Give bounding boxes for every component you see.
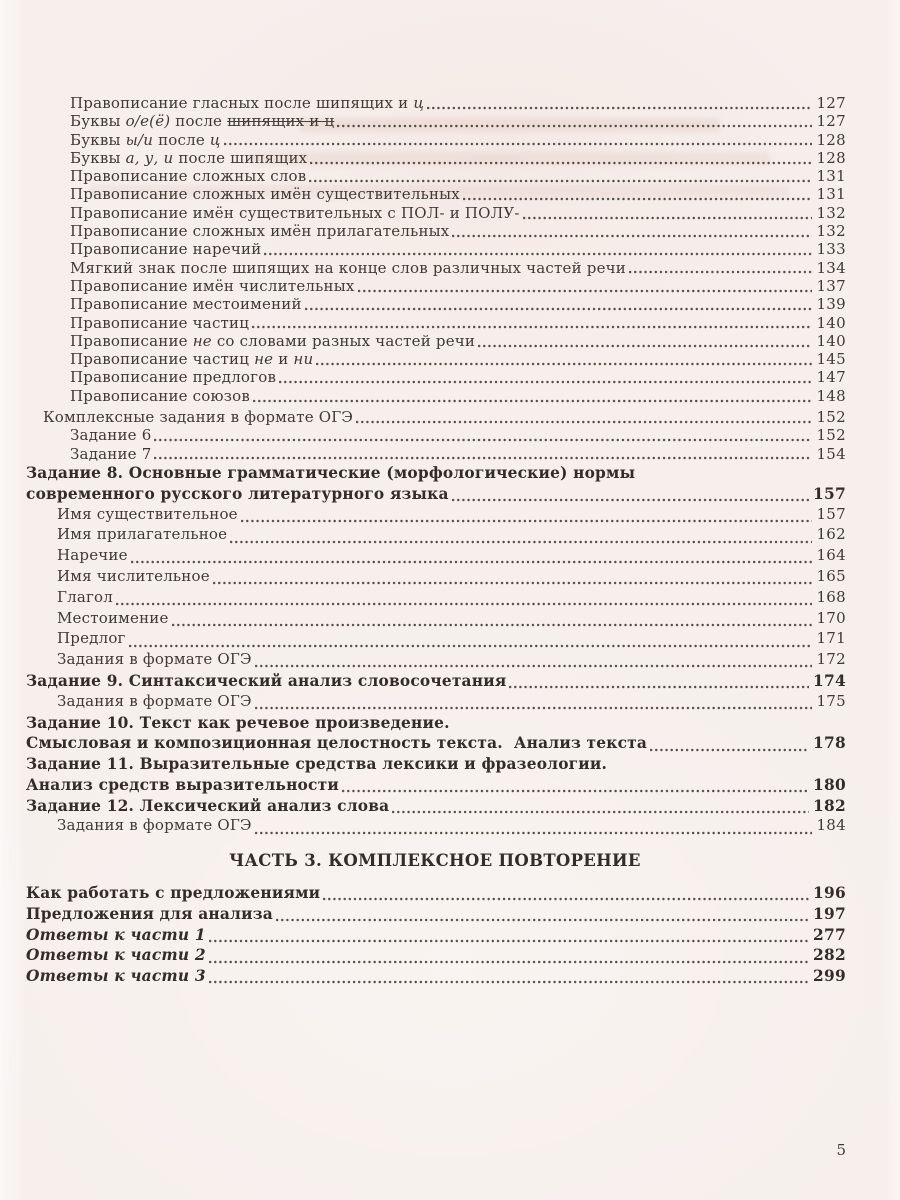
toc-page-ref: 174 <box>812 671 846 690</box>
toc-entry-label: Имя числительное <box>57 566 210 585</box>
dot-leader <box>255 831 813 835</box>
toc-entry-label: Имя существительное <box>57 504 238 523</box>
toc-entry-label: Местоимение <box>57 608 169 627</box>
toc-entry-label: Задания в формате ОГЭ <box>57 650 252 669</box>
toc-entry-label: Буквы о/е(ё) после шипящих и ц <box>70 112 335 131</box>
toc-entry <box>57 631 846 652</box>
toc-page-ref: 196 <box>812 884 846 903</box>
dot-leader <box>129 644 813 648</box>
toc-entry <box>26 968 846 989</box>
toc-page-ref: 170 <box>816 608 846 627</box>
toc-page-ref: 128 <box>816 148 846 167</box>
toc-page-ref: 128 <box>816 130 846 149</box>
toc-entry <box>26 927 846 948</box>
toc-entry-label: Ответы к части 1 <box>26 925 206 944</box>
toc-page-ref: 154 <box>816 444 846 463</box>
dot-leader <box>252 325 812 329</box>
dot-leader <box>342 789 809 793</box>
dot-leader <box>209 939 809 943</box>
toc-page-ref: 147 <box>816 368 846 387</box>
toc-page-ref: 131 <box>816 167 846 186</box>
toc-page-ref: 132 <box>816 222 846 241</box>
toc-entry-label: Правописание имён существительных с ПОЛ- и ПОЛУ- <box>70 203 520 222</box>
folio-page-number: 5 <box>836 1141 846 1159</box>
toc-entry-label: современного русского литературного языка <box>26 484 449 503</box>
dot-leader <box>255 706 813 710</box>
dot-leader <box>463 197 813 201</box>
toc-page-ref: 172 <box>816 650 846 669</box>
dot-leader <box>323 897 809 901</box>
toc-page-ref: 182 <box>812 796 846 815</box>
dot-leader <box>478 344 812 348</box>
toc-entry <box>57 504 846 528</box>
toc-page-ref: 139 <box>816 295 846 314</box>
toc-entry <box>26 798 846 819</box>
toc-entry-label: Правописание наречий <box>70 240 262 259</box>
dot-leader <box>279 380 812 384</box>
toc-entry-label: Задания в формате ОГЭ <box>57 816 252 835</box>
toc-entry-label: Задание 10. Текст как речевое произведение. <box>26 713 450 732</box>
toc-page-ref: 157 <box>816 504 846 523</box>
dot-leader <box>154 438 812 442</box>
toc-entry-label: Правописание союзов <box>70 386 251 405</box>
toc-page-ref: 171 <box>816 629 846 648</box>
dot-leader <box>255 664 813 668</box>
toc-entry <box>26 777 846 798</box>
toc-entry <box>26 906 846 927</box>
toc-page-ref: 127 <box>816 112 846 131</box>
toc-entry-label: Предложения для анализа <box>26 904 273 923</box>
dot-leader <box>452 498 809 502</box>
dot-leader <box>310 161 812 165</box>
toc-page-ref: 299 <box>812 967 846 986</box>
dot-leader <box>131 560 813 564</box>
toc-entry-label: Задание 7 <box>70 444 152 463</box>
toc-entry <box>70 444 846 465</box>
toc-entry <box>70 428 846 446</box>
toc-page-ref: 180 <box>812 775 846 794</box>
toc-entry <box>26 465 846 486</box>
dot-leader <box>209 960 809 964</box>
toc-entry-label: Анализ средств выразительности <box>26 775 339 794</box>
toc-entry <box>26 715 846 736</box>
dot-leader <box>452 234 812 238</box>
toc-entry-label: Правописание сложных имён существительных <box>70 185 460 204</box>
dot-leader <box>629 270 813 274</box>
toc-entry-label: Правописание сложных имён прилагательных <box>70 222 450 241</box>
toc-entry-label: Правописание частиц <box>70 313 250 332</box>
toc-page-ref: 168 <box>816 587 846 606</box>
dot-leader <box>337 124 812 128</box>
toc-entry-label: Комплексные задания в формате ОГЭ <box>43 408 354 427</box>
toc-entry-label: Задание 11. Выразительные средства лексики и фразеологии. <box>26 755 608 774</box>
toc-entry-label: Правописание не со словами разных частей речи <box>70 331 476 350</box>
dot-leader <box>172 623 813 627</box>
toc-section-part2-tasks <box>24 96 846 465</box>
toc-section-part3 <box>24 885 846 988</box>
toc-page-ref: 132 <box>816 203 846 222</box>
dot-leader <box>224 142 813 146</box>
toc-page-ref: 282 <box>812 946 846 965</box>
dot-leader <box>523 216 813 220</box>
toc-entry-label: Правописание частиц не и ни <box>70 350 314 369</box>
toc-entry-label: Буквы а, у, и после шипящих <box>70 148 308 167</box>
toc-page-ref: 140 <box>816 313 846 332</box>
dot-leader <box>356 420 812 424</box>
toc-entry-label: Наречие <box>57 546 128 565</box>
toc-page-ref: 152 <box>816 426 846 445</box>
toc-entry-label: Глагол <box>57 587 114 606</box>
dot-leader <box>209 980 809 984</box>
toc-entry-label: Задание 8. Основные грамматические (морфологические) нормы <box>26 463 636 482</box>
toc-page-ref: 162 <box>816 525 846 544</box>
toc-entry-label: Смысловая и композиционная целостность текста. Анализ текста <box>26 734 648 753</box>
dot-leader <box>509 685 809 689</box>
toc-entry <box>57 587 846 611</box>
toc-entry <box>57 527 846 548</box>
toc-entry <box>70 386 846 407</box>
toc-page-ref: 164 <box>816 546 846 565</box>
toc-entry-label: Правописание предлогов <box>70 368 277 387</box>
toc-page-ref: 133 <box>816 240 846 259</box>
toc-entry <box>57 652 846 673</box>
toc-entry <box>57 818 846 839</box>
dot-leader <box>427 106 812 110</box>
toc-entry <box>57 608 846 632</box>
toc-entry-label: Ответы к части 2 <box>26 946 206 965</box>
toc-page-ref: 127 <box>816 94 846 112</box>
dot-leader <box>392 810 809 814</box>
toc-entry-label: Правописание местоимений <box>70 295 302 314</box>
toc-entry-label: Задание 6 <box>70 426 152 445</box>
toc-entry <box>57 548 846 569</box>
toc-entry <box>26 673 846 694</box>
dot-leader <box>309 179 812 183</box>
toc-entry <box>57 691 846 715</box>
dot-leader <box>305 307 813 311</box>
toc-entry-label: Имя прилагательное <box>57 525 228 544</box>
toc-entry <box>57 566 846 590</box>
toc-page-ref: 178 <box>812 734 846 753</box>
toc-page-ref: 137 <box>816 276 846 295</box>
toc-entry <box>26 756 846 777</box>
dot-leader <box>213 581 813 585</box>
toc-entry-label: Задания в формате ОГЭ <box>57 691 252 710</box>
toc-page-ref: 197 <box>812 904 846 923</box>
dot-leader <box>316 362 812 366</box>
dot-leader <box>650 748 809 752</box>
toc-entry-label: Мягкий знак после шипящих на конце слов различных частей речи <box>70 258 626 277</box>
toc-page-ref: 152 <box>816 408 846 427</box>
dot-leader <box>358 289 813 293</box>
toc-page-ref: 157 <box>812 484 846 503</box>
toc-entry-label: Задание 9. Синтаксический анализ словосочетания <box>26 671 507 690</box>
toc-page-ref: 184 <box>816 816 846 835</box>
toc-entry <box>26 947 846 968</box>
toc-entry-label: Как работать с предложениями <box>26 884 321 903</box>
toc-page-ref: 175 <box>816 691 846 710</box>
dot-leader <box>241 519 813 523</box>
toc-entry-label: Буквы ы/и после ц <box>70 130 221 149</box>
toc-entry <box>26 885 846 906</box>
toc-entry-label: Правописание имён числительных <box>70 276 355 295</box>
dot-leader <box>116 602 812 606</box>
toc-entry-label: Ответы к части 3 <box>26 967 206 986</box>
toc-page-ref: 148 <box>816 386 846 405</box>
toc-entry-label: Задание 12. Лексический анализ слова <box>26 796 390 815</box>
dot-leader <box>253 399 812 403</box>
toc-page-ref: 277 <box>812 925 846 944</box>
dot-leader <box>276 918 809 922</box>
dot-leader <box>154 456 812 460</box>
toc-section-tasks-8-12 <box>24 465 846 839</box>
toc-entry-label: Правописание сложных слов <box>70 167 307 186</box>
toc-page-ref: 145 <box>816 350 846 369</box>
toc-entry <box>43 410 846 428</box>
toc-page-ref: 165 <box>816 566 846 585</box>
toc-entry <box>26 735 846 756</box>
toc-entry-label: Предлог <box>57 629 126 648</box>
toc-page-ref: 131 <box>816 185 846 204</box>
toc-entry <box>26 486 846 507</box>
toc-entry-label: Правописание гласных после шипящих и ц <box>70 94 424 112</box>
dot-leader <box>230 540 812 544</box>
dot-leader <box>264 252 812 256</box>
part-heading: ЧАСТЬ 3. КОМПЛЕКСНОЕ ПОВТОРЕНИЕ <box>229 851 641 871</box>
toc-page-ref: 140 <box>816 331 846 350</box>
toc-page-ref: 134 <box>816 258 846 277</box>
